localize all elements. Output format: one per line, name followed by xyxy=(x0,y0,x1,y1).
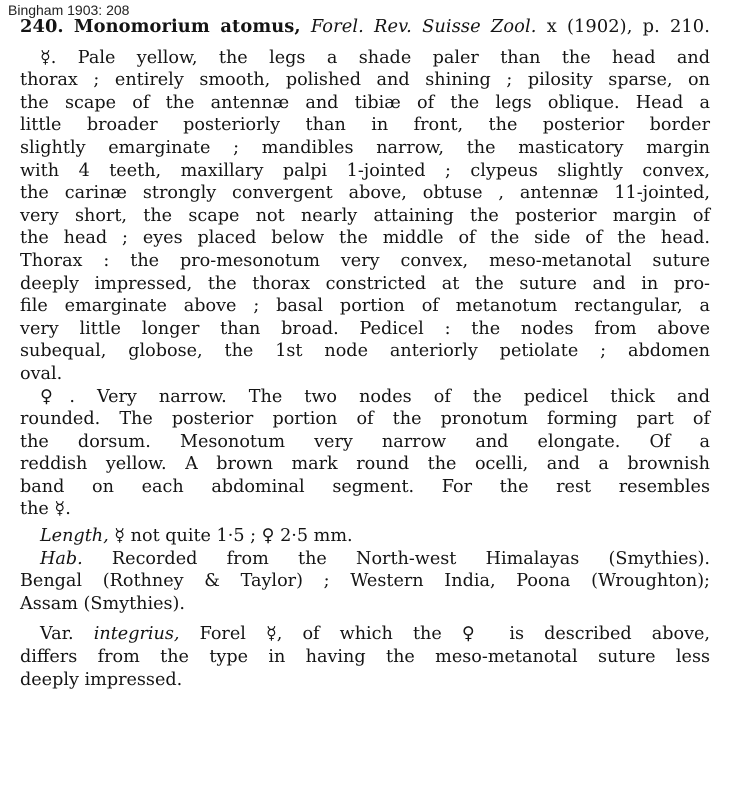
worker-line: slightly emarginate ; mandibles narrow, the masticatory margin xyxy=(20,137,710,158)
length-label: Length, xyxy=(40,526,109,547)
habitat-text: Recorded from the North-west Himalayas (Smythies). xyxy=(111,548,711,569)
worker-line: little broader posteriorly than in front, the posterior border xyxy=(20,115,710,136)
worker-line: with 4 teeth, maxillary palpi 1-jointed ; clypeus slightly convex, xyxy=(20,160,710,181)
variety-text: Forel ☿, of which the ♀ is described above, xyxy=(199,624,711,645)
female-line: the ☿. xyxy=(20,499,71,520)
measurement-line xyxy=(20,525,710,548)
female-line: rounded. The posterior portion of the pronotum forming part of xyxy=(20,409,710,430)
worker-line: the scape of the antennæ and tibiæ of the legs oblique. Head a xyxy=(20,92,710,113)
habitat-line xyxy=(20,548,710,571)
female-description xyxy=(20,386,710,522)
length-values: ☿ not quite 1·5 ; ♀ 2·5 mm. xyxy=(114,526,353,547)
variety-line xyxy=(20,623,710,646)
habitat-line: Assam (Smythies). xyxy=(20,593,185,614)
habitat-label: Hab. xyxy=(40,548,83,569)
entry-number: 240. xyxy=(20,16,64,37)
worker-description xyxy=(20,47,710,386)
habitat-line: Bengal (Rothney & Taylor) ; Western India, Poona (Wroughton); xyxy=(20,571,710,592)
worker-line: the carinæ strongly convergent above, obtuse , antennæ 11-jointed, xyxy=(20,183,710,204)
habitat-section xyxy=(20,548,710,616)
female-line: the dorsum. Mesonotum very narrow and elongate. Of a xyxy=(20,431,710,452)
female-line: reddish yellow. A brown mark round the ocelli, and a brownish xyxy=(20,454,710,475)
variety-section xyxy=(20,623,710,691)
variety-line: differs from the type in having the meso-metanotal suture less xyxy=(20,647,710,668)
worker-line: oval. xyxy=(20,363,63,384)
species-name: Monomorium atomus, xyxy=(73,16,301,37)
female-line: ♀. Very narrow. The two nodes of the pedicel thick and xyxy=(40,386,710,407)
worker-line: ☿. Pale yellow, the legs a shade paler than the head and xyxy=(40,47,710,68)
worker-line: deeply impressed, the thorax constricted at the suture and in pro- xyxy=(20,273,710,294)
page-reference-label: Bingham 1903: 208 xyxy=(8,2,130,18)
worker-line: Thorax : the pro-mesonotum very convex, meso-metanotal suture xyxy=(20,250,710,271)
variety-line: deeply impressed. xyxy=(20,669,183,690)
worker-line: very little longer than broad. Pedicel : the nodes from above xyxy=(20,318,710,339)
citation-volume-page: x (1902), p. 210. xyxy=(546,16,710,37)
worker-line: the head ; eyes placed below the middle of the side of the head. xyxy=(20,228,710,249)
worker-line: file emarginate above ; basal portion of metanotum rectangular, a xyxy=(20,296,710,317)
worker-line: subequal, globose, the 1st node anteriorly petiolate ; abdomen xyxy=(20,341,710,362)
female-line: band on each abdominal segment. For the rest resembles xyxy=(20,476,710,497)
variety-label: Var. xyxy=(40,624,74,645)
document-page xyxy=(20,16,710,691)
entry-heading xyxy=(20,16,710,39)
worker-line: very short, the scape not nearly attaining the posterior margin of xyxy=(20,205,710,226)
variety-name: integrius, xyxy=(93,624,180,645)
citation-journal: Forel. Rev. Suisse Zool. xyxy=(310,16,537,37)
worker-line: thorax ; entirely smooth, polished and shining ; pilosity sparse, on xyxy=(20,70,710,91)
